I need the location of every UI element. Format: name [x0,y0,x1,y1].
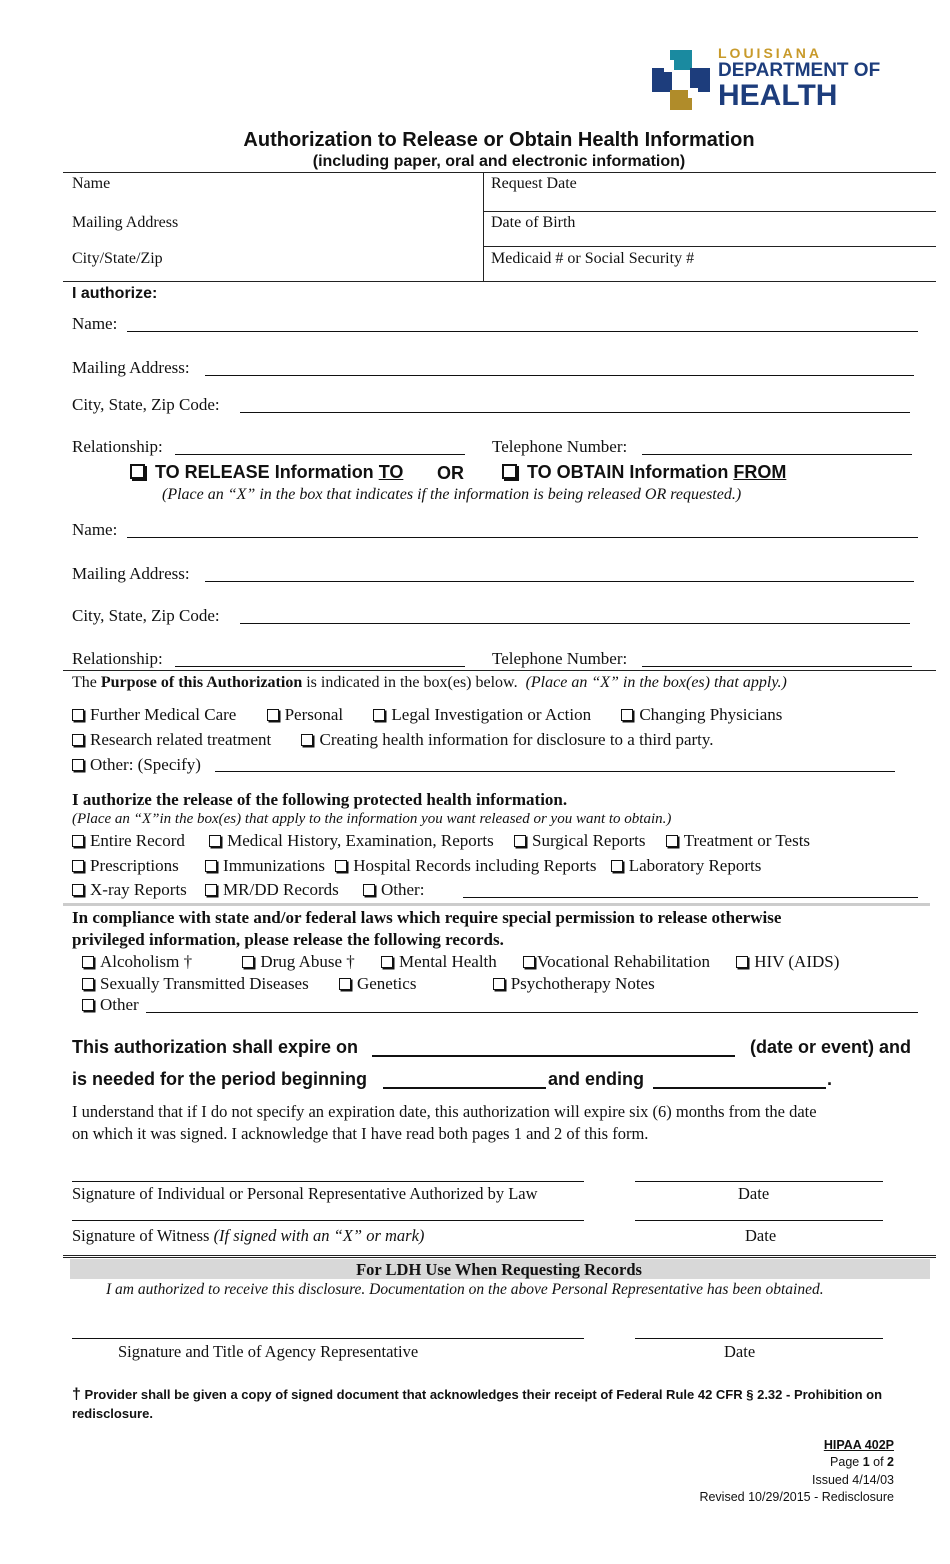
issued-date: Issued 4/14/03 [811,1473,894,1487]
purpose-research[interactable]: Research related treatment [72,730,271,749]
agency-date-label: Date [724,1342,756,1361]
checkbox[interactable] [373,709,385,721]
purpose-third-party[interactable]: Creating health information for disclosure to a third party. [301,730,713,749]
form-subtitle: (including paper, oral and electronic information) [312,153,686,170]
footnote-line-2: redisclosure. [72,1406,153,1421]
agency-signature-input[interactable] [72,1338,584,1339]
recipient-name-input[interactable] [127,537,918,538]
dob-field[interactable]: Date of Birth [491,214,576,231]
special-alcoholism[interactable]: Alcoholism † [82,952,192,971]
phi-note: (Place an “X”in the box(es) that apply to the information you want released or you want to obtain.) [72,811,672,827]
obtain-option[interactable] [502,462,786,483]
logo-department: DEPARTMENT OF [718,60,881,81]
witness-signature-input[interactable] [72,1220,584,1221]
obtain-checkbox[interactable] [502,464,517,479]
purpose-legal[interactable]: Legal Investigation or Action [373,705,591,724]
ldh-cross-icon [652,50,710,110]
release-to: TO [378,462,404,482]
phi-row-1 [72,831,810,851]
checkbox[interactable] [72,734,84,746]
special-genetics[interactable]: Genetics [339,974,416,993]
recipient-telephone-label: Telephone Number: [492,649,628,668]
or-label: OR [437,463,464,483]
special-heading-1: In compliance with state and/or federal laws which require special permission to release otherwise [72,908,782,927]
checkbox[interactable] [666,835,678,847]
page-number: Page 1 of 2 [830,1455,894,1469]
authorizer-city-input[interactable] [240,412,910,413]
witness-date-label: Date [745,1226,777,1245]
special-row-1 [82,952,839,972]
logo-health: HEALTH [718,79,838,112]
release-checkbox[interactable] [130,464,145,479]
authorizer-mailing-input[interactable] [205,375,914,376]
period-begin-input[interactable] [383,1087,546,1089]
phi-hospital[interactable]: Hospital Records including Reports [335,856,596,875]
period-ending-label: and ending [548,1069,644,1089]
recipient-telephone-input[interactable] [642,666,912,667]
special-hiv[interactable]: HIV (AIDS) [736,952,839,971]
checkbox[interactable] [339,978,351,990]
special-std[interactable]: Sexually Transmitted Diseases [82,974,309,993]
checkbox[interactable] [205,860,217,872]
period-end-input[interactable] [653,1087,826,1089]
witness-signature-label: Signature of Witness (If signed with an “X” or mark) [72,1226,425,1245]
recipient-name-label: Name: [72,520,118,539]
phi-prescriptions[interactable]: Prescriptions [72,856,179,875]
phi-laboratory[interactable]: Laboratory Reports [611,856,762,875]
phi-row-3 [72,880,424,900]
agency-date-input[interactable] [635,1338,883,1339]
checkbox[interactable] [736,956,748,968]
purpose-note: (Place an “X” in the box(es) that apply.) [525,674,787,691]
agency-signature-label: Signature and Title of Agency Representative [118,1342,419,1361]
authorizer-name-row [72,314,117,334]
purpose-changing-physicians[interactable]: Changing Physicians [621,705,782,724]
checkbox[interactable] [82,956,94,968]
phi-entire-record[interactable]: Entire Record [72,831,185,850]
checkbox[interactable] [267,709,279,721]
purpose-other-input[interactable] [215,771,895,772]
special-drug-abuse[interactable]: Drug Abuse † [242,952,354,971]
expire-suffix: (date or event) and [750,1037,912,1057]
authorizer-relationship-input[interactable] [175,454,465,455]
special-other-input[interactable] [146,1012,918,1013]
recipient-mailing-label: Mailing Address: [72,564,190,583]
checkbox[interactable] [493,978,505,990]
release-option[interactable] [130,462,403,483]
period-period: . [827,1069,833,1089]
special-heading-2: privileged information, please release the following records. [72,930,504,949]
patient-name-field[interactable]: Name [72,175,111,192]
witness-date-input[interactable] [635,1220,883,1221]
understand-line-1: I understand that if I do not specify an expiration date, this authorization will expire six (6) months from the date [72,1102,817,1121]
revised-date: Revised 10/29/2015 - Redisclosure [699,1490,894,1504]
direction-note: (Place an “X” in the box that indicates if the information is being released OR requested.) [162,486,742,503]
authorizer-name-input[interactable] [127,331,918,332]
phi-other[interactable]: Other: [363,880,424,899]
expire-input[interactable] [372,1055,735,1057]
recipient-relationship-input[interactable] [175,666,465,667]
checkbox[interactable] [72,759,84,771]
purpose-intro: The Purpose of this Authorization is indicated in the box(es) below. (Place an “X” in the box(es) that apply.) [72,674,787,691]
authorizer-relationship-label: Relationship: [72,437,163,456]
special-psychotherapy[interactable]: Psychotherapy Notes [493,974,655,993]
special-mental-health[interactable]: Mental Health [381,952,497,971]
understand-line-2: on which it was signed. I acknowledge that I have read both pages 1 and 2 of this form. [72,1124,649,1143]
special-vocational[interactable]: Vocational Rehabilitation [523,952,710,971]
footnote: † Provider shall be given a copy of signed document that acknowledges their receipt of Federal Rule 42 CFR § 2.32 - Prohibition on [72,1386,883,1403]
special-row-2 [82,974,655,994]
checkbox[interactable] [72,835,84,847]
phi-medical-history[interactable]: Medical History, Examination, Reports [209,831,494,850]
ldh-note: I am authorized to receive this disclosure. Documentation on the above Personal Representative has been obtained. [106,1281,824,1298]
purpose-personal[interactable]: Personal [267,705,344,724]
logo-louisiana: LOUISIANA [718,45,822,61]
checkbox[interactable] [523,956,535,968]
phi-treatment[interactable]: Treatment or Tests [666,831,810,850]
obtain-label: TO OBTAIN Information [527,462,734,482]
authorizer-telephone-input[interactable] [642,454,912,455]
checkbox[interactable] [72,884,84,896]
checkbox[interactable] [301,734,313,746]
authorizer-telephone-label: Telephone Number: [492,437,628,456]
ldh-heading: For LDH Use When Requesting Records [356,1260,642,1279]
phi-mrdd[interactable]: MR/DD Records [205,880,339,899]
checkbox[interactable] [205,884,217,896]
checkbox[interactable] [82,999,94,1011]
recipient-relationship-label: Relationship: [72,649,163,668]
checkbox[interactable] [72,860,84,872]
checkbox[interactable] [72,709,84,721]
individual-date-input[interactable] [635,1181,883,1182]
dagger-icon: † [72,1386,81,1403]
checkbox[interactable] [363,884,375,896]
request-date-field[interactable]: Request Date [491,175,577,192]
checkbox[interactable] [82,978,94,990]
checkbox[interactable] [621,709,633,721]
authorizer-name-label: Name: [72,314,118,333]
checkbox[interactable] [209,835,221,847]
patient-city-field[interactable]: City/State/Zip [72,250,163,267]
release-label: TO RELEASE Information [155,462,379,482]
patient-mailing-field[interactable]: Mailing Address [72,214,179,231]
form-title: Authorization to Release or Obtain Health Information [243,129,755,151]
checkbox[interactable] [242,956,254,968]
period-label: is needed for the period beginning [72,1069,368,1089]
purpose-other[interactable]: Other: (Specify) [72,755,201,775]
authorize-heading: I authorize: [72,285,158,302]
individual-date-label: Date [738,1184,770,1203]
authorizer-city-label: City, State, Zip Code: [72,395,220,414]
recipient-city-label: City, State, Zip Code: [72,606,220,625]
special-other[interactable]: Other [82,995,139,1015]
phi-xray[interactable]: X-ray Reports [72,880,187,899]
phi-surgical[interactable]: Surgical Reports [514,831,645,850]
recipient-city-input[interactable] [240,623,910,624]
phi-row-2 [72,856,761,876]
individual-signature-label: Signature of Individual or Personal Representative Authorized by Law [72,1184,538,1203]
individual-signature-input[interactable] [72,1181,584,1182]
purpose-further-care[interactable]: Further Medical Care [72,705,236,724]
checkbox[interactable] [514,835,526,847]
medicaid-field[interactable]: Medicaid # or Social Security # [491,250,695,267]
form-number: HIPAA 402P [823,1438,894,1452]
checkbox[interactable] [381,956,393,968]
checkbox[interactable] [611,860,623,872]
expire-label: This authorization shall expire on [72,1037,359,1057]
phi-other-input[interactable] [463,897,918,898]
recipient-mailing-input[interactable] [205,581,914,582]
purpose-row-1 [72,705,782,725]
phi-heading: I authorize the release of the following protected health information. [72,790,568,809]
checkbox[interactable] [335,860,347,872]
obtain-from: FROM [733,462,787,482]
phi-immunizations[interactable]: Immunizations [205,856,325,875]
authorizer-mailing-label: Mailing Address: [72,358,190,377]
purpose-row-2 [72,730,714,750]
